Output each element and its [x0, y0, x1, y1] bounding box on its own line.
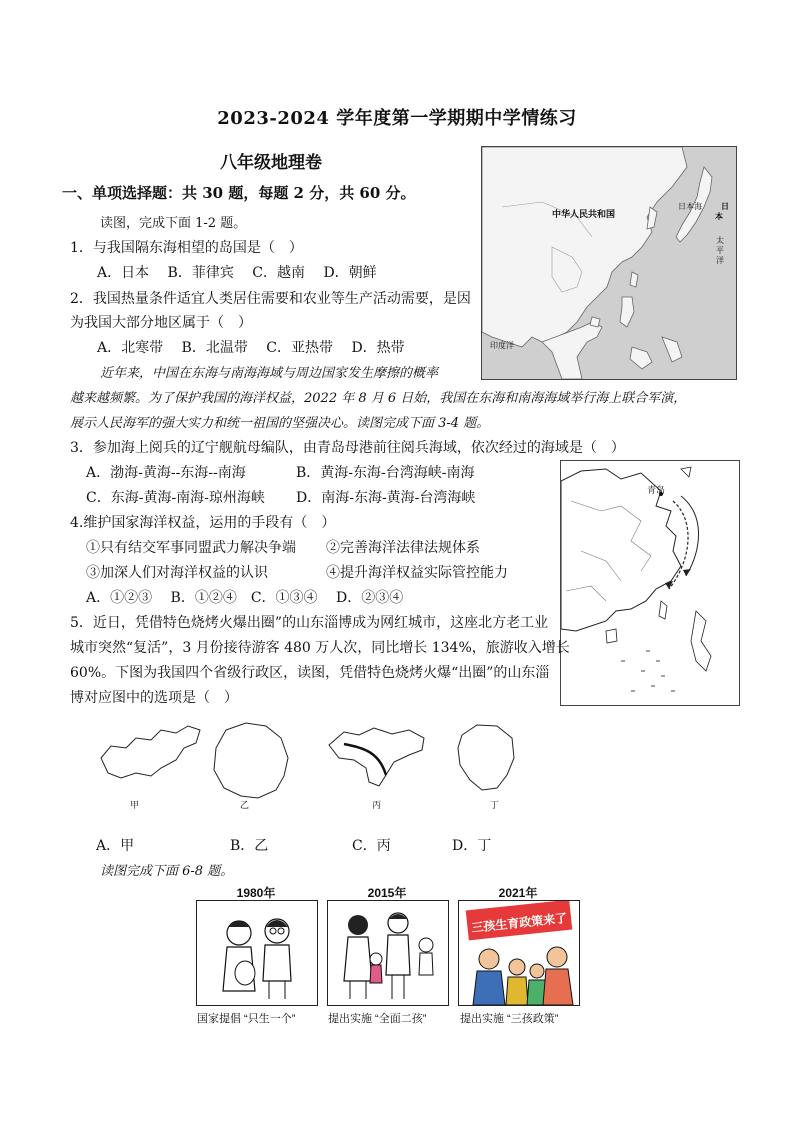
q5-line-2: 城市突然“复活”，3 月份接待游客 480 万人次，同比增长 134%，旅游收入增长: [70, 640, 570, 656]
q2-stem-1: 2．我国热量条件适宜人类居住需要和农业等生产活动需要，是因: [70, 291, 471, 307]
policy-caption-1980: 国家提倡 “只生一个”: [197, 1013, 296, 1025]
exam-subtitle: 八年级地理卷: [220, 153, 322, 173]
province-shape-ding: [452, 720, 522, 796]
q5-option-b: B．乙: [230, 838, 269, 854]
passage-line-1: 近年来，中国在东海与南海海域与周边国家发生摩擦的概率: [100, 366, 439, 381]
map1-label-pacific-3: 洋: [716, 256, 724, 265]
q5-line-1: 5．近日，凭借特色烧烤火爆出圈”的山东淄博成为网红城市，这座北方老工业: [70, 615, 549, 631]
province-shape-jia: [96, 718, 206, 788]
map1-label-indian: 印度洋: [490, 341, 514, 350]
q5-option-a: A．甲: [96, 838, 135, 854]
map1-label-pacific-1: 太: [716, 236, 724, 245]
q4-item-3: ③加深人们对海洋权益的认识: [86, 565, 268, 581]
policy-caption-2021: 提出实施 “三孩政策”: [460, 1013, 559, 1025]
q5-line-3: 60%。下图为我国四个省级行政区，读图，凭借特色烧烤火爆“出圈”的山东淄: [70, 665, 550, 681]
passage-line-3: 展示人民海军的强大实力和统一祖国的坚强决心。读图完成下面 3-4 题。: [70, 416, 490, 431]
q5-option-d: D．丁: [452, 838, 492, 854]
q2-stem-2: 为我国大部分地区属于（ ）: [70, 315, 252, 331]
policy-year-2021: 2021年: [498, 886, 538, 900]
q3-option-b: B．黄海-东海-台湾海峡-南海: [296, 465, 475, 481]
banner-three-child-policy: 三孩生育政策来了: [470, 911, 568, 935]
q4-stem: 4.维护国家海洋权益，运用的手段有（ ）: [70, 515, 336, 531]
policy-caption-2015: 提出实施 “全面二孩”: [328, 1013, 427, 1025]
intro-q6-8: 读图完成下面 6-8 题。: [100, 864, 234, 879]
map2-label-qingdao: 青岛: [647, 486, 666, 496]
q3-option-c: C．东海-黄海-南海-琼州海峡: [86, 490, 265, 506]
province-shape-yi: [206, 718, 296, 803]
policy-year-1980: 1980年: [236, 886, 276, 900]
map1-label-china: 中华人民共和国: [552, 210, 616, 220]
intro-q1-2: 读图，完成下面 1-2 题。: [100, 216, 247, 231]
q1-stem: 1．与我国隔东海相望的岛国是（ ）: [70, 240, 303, 256]
policy-year-2015: 2015年: [367, 886, 407, 900]
province-shape-bing: [324, 720, 434, 792]
shape-label-jia: 甲: [130, 801, 140, 811]
q5-line-4: 博对应图中的选项是（ ）: [70, 690, 238, 706]
passage-line-2: 越来越频繁。为了保护我国的海洋权益，2022 年 8 月 6 日始，我国在东海和南海海域举行海上联合军演，: [70, 391, 687, 406]
q4-options: A．①②③ B．①②④ C．①③④ D．②③④: [86, 590, 404, 606]
map1-label-pacific-2: 平: [716, 246, 724, 255]
policy-panel-2021: [458, 900, 580, 1006]
policy-panel-1980: [196, 900, 318, 1006]
q3-option-a: A．渤海-黄海--东海--南海: [86, 465, 246, 481]
q4-item-1: ①只有结交军事同盟武力解决争端: [86, 540, 296, 556]
q4-item-4: ④提升海洋权益实际管控能力: [326, 565, 508, 581]
q3-stem: 3．参加海上阅兵的辽宁舰航母编队，由青岛母港前往阅兵海域，依次经过的海域是（ ）: [70, 440, 625, 456]
q5-option-c: C．丙: [352, 838, 391, 854]
map1-label-japan-1: 日: [721, 202, 729, 211]
q2-options: A．北寒带 B．北温带 C．亚热带 D．热带: [97, 340, 405, 356]
q1-options: A．日本 B．菲律宾 C．越南 D．朝鲜: [97, 265, 377, 281]
map1-label-japan-2: 本: [715, 212, 723, 221]
policy-panel-2015: [327, 900, 449, 1006]
q3-option-d: D．南海-东海-黄海-台湾海峡: [296, 490, 476, 506]
exam-title: 2023-2024 学年度第一学期期中学情练习: [217, 108, 577, 129]
east-asia-map: [481, 146, 737, 380]
shape-label-bing: 丙: [372, 801, 382, 811]
map1-label-japan-sea: 日本海: [678, 202, 702, 211]
q4-item-2: ②完善海洋法律法规体系: [326, 540, 480, 556]
section-heading: 一、单项选择题：共 30 题，每题 2 分，共 60 分。: [62, 184, 416, 202]
shape-label-yi: 乙: [240, 801, 250, 811]
shape-label-ding: 丁: [490, 801, 500, 811]
china-coast-route-map: [560, 460, 740, 706]
